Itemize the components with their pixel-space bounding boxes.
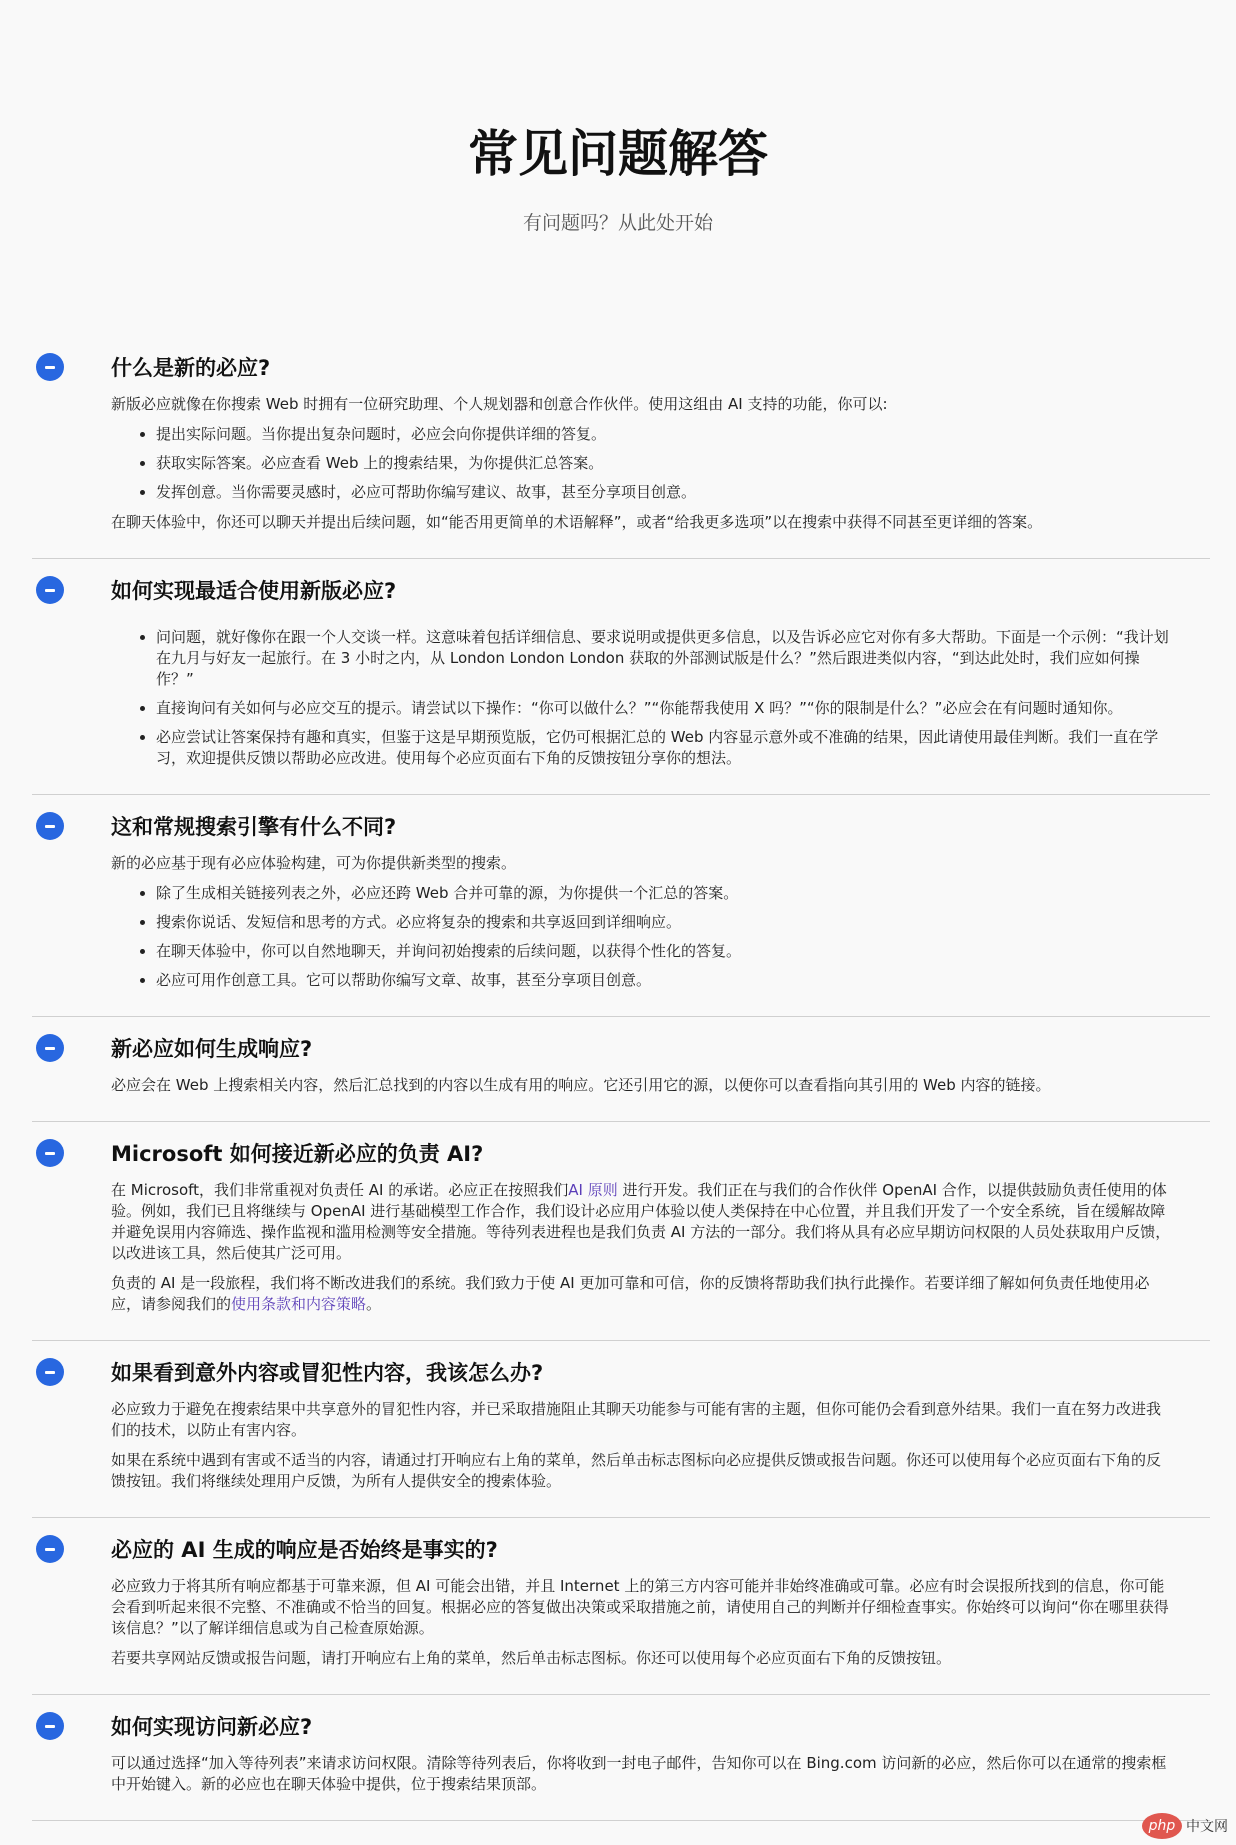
faq-item xyxy=(32,1122,1210,1341)
faq-item xyxy=(32,1341,1210,1518)
collapse-minus-icon[interactable] xyxy=(36,1712,64,1740)
collapse-minus-icon[interactable] xyxy=(36,812,64,840)
faq-item xyxy=(32,1695,1210,1821)
list-item: • 必应尝试让答案保持有趣和真实，但鉴于这是早期预览版，它仍可根据汇总的 Web 内容显示意外或不准确的结果，因此请使用最佳判断。我们一直在学习，欢迎提供反馈以帮助必应改进。使用每个必应页面右下角的反馈按钮分享你的想法。 xyxy=(156,727,1171,769)
list-item: • 除了生成相关链接列表之外，必应还跨 Web 合并可靠的源，为你提供一个汇总的答案。 xyxy=(156,883,1171,904)
terms-policy-link[interactable]: 使用条款和内容策略 xyxy=(231,1295,367,1313)
page-header xyxy=(0,0,1236,235)
watermark-text: 中文网 xyxy=(1186,1819,1228,1835)
faq-question[interactable] xyxy=(32,350,1210,384)
faq-question[interactable] xyxy=(32,809,1210,843)
answer-paragraph: 新版必应就像在你搜索 Web 时拥有一位研究助理、个人规划器和创意合作伙伴。使用这组由 AI 支持的功能，你可以: xyxy=(111,395,888,413)
answer-paragraph: 必应致力于避免在搜索结果中共享意外的冒犯性内容，并已采取措施阻止其聊天功能参与可能有害的主题，但你可能仍会看到意外结果。我们一直在努力改进我们的技术，以防止有害内容。 xyxy=(111,1400,1162,1439)
faq-question[interactable] xyxy=(32,1136,1210,1170)
php-logo: php xyxy=(1142,1813,1182,1839)
faq-answer xyxy=(111,853,1171,991)
faq-question[interactable] xyxy=(32,573,1210,607)
faq-item xyxy=(32,336,1210,559)
collapse-minus-icon[interactable] xyxy=(36,1034,64,1062)
watermark-logo xyxy=(1142,1813,1228,1839)
page-subtitle: 有问题吗？从此处开始 xyxy=(522,212,713,234)
faq-question-text: 什么是新的必应? xyxy=(111,356,271,380)
page-title: 常见问题解答 xyxy=(468,125,768,183)
collapse-minus-icon[interactable] xyxy=(36,1139,64,1167)
faq-answer xyxy=(111,627,1171,769)
ai-principles-link[interactable]: AI 原则 xyxy=(568,1181,618,1199)
faq-answer xyxy=(111,1075,1171,1096)
faq-answer xyxy=(111,394,1171,533)
text: 进行开发。我们正在与我们的合作伙伴 OpenAI 合作，以提供鼓励负责任使用的体验。例如，我们已且将继续与 OpenAI 进行基础模型工作合作，我们设计必应用户体验以使人类保持在中心位置，并且我们开发了一个安全系统，旨在缓解故障并避免误用内容筛选、操作监视和滥用检测等安全措施。等待列表进程也是我们负责 AI 方法的一部分。我们将从具有必应早期访问权限的人员处获取用户反馈，以改进该工具，然后使其广泛可用。 xyxy=(111,1181,1171,1262)
answer-paragraph xyxy=(111,1180,1171,1264)
list-item: • 发挥创意。当你需要灵感时，必应可帮助你编写建议、故事，甚至分享项目创意。 xyxy=(156,482,1171,503)
text: 。 xyxy=(366,1295,382,1313)
list-item: • 直接询问有关如何与必应交互的提示。请尝试以下操作：“你可以做什么？”“你能帮我使用 X 吗？”“你的限制是什么？”必应会在有问题时通知你。 xyxy=(156,698,1171,719)
list-item: • 搜索你说话、发短信和思考的方式。必应将复杂的搜索和共享返回到详细响应。 xyxy=(156,912,1171,933)
faq-question-text: 如何实现最适合使用新版必应? xyxy=(111,579,397,603)
answer-paragraph xyxy=(111,1273,1171,1315)
list-item: • 在聊天体验中，你可以自然地聊天，并询问初始搜索的后续问题，以获得个性化的答复。 xyxy=(156,941,1171,962)
text: 负责的 AI 是一段旅程，我们将不断改进我们的系统。我们致力于使 AI 更加可靠和可信，你的反馈将帮助我们执行此操作。若要详细了解如何负责任地使用必应，请参阅我们的 xyxy=(111,1274,1150,1313)
faq-question[interactable] xyxy=(32,1355,1210,1389)
faq-question[interactable] xyxy=(32,1709,1210,1743)
faq-question-text: 必应的 AI 生成的响应是否始终是事实的? xyxy=(111,1538,498,1562)
collapse-minus-icon[interactable] xyxy=(36,576,64,604)
faq-answer xyxy=(111,1753,1171,1795)
list-item: • 必应可用作创意工具。它可以帮助你编写文章、故事，甚至分享项目创意。 xyxy=(156,970,1171,991)
faq-question-text: Microsoft 如何接近新必应的负责 AI? xyxy=(111,1142,484,1166)
list-item: • 提出实际问题。当你提出复杂问题时，必应会向你提供详细的答复。 xyxy=(156,424,1171,445)
faq-answer xyxy=(111,1576,1171,1669)
faq-answer xyxy=(111,1399,1171,1492)
faq-list xyxy=(32,336,1210,1821)
collapse-minus-icon[interactable] xyxy=(36,1358,64,1386)
answer-paragraph: 必应会在 Web 上搜索相关内容，然后汇总找到的内容以生成有用的响应。它还引用它的源，以便你可以查看指向其引用的 Web 内容的链接。 xyxy=(111,1076,1051,1094)
collapse-minus-icon[interactable] xyxy=(36,353,64,381)
text: 在 Microsoft，我们非常重视对负责任 AI 的承诺。必应正在按照我们 xyxy=(111,1181,569,1199)
answer-paragraph: 必应致力于将其所有响应都基于可靠来源，但 AI 可能会出错，并且 Internet 上的第三方内容可能并非始终准确或可靠。必应有时会误报所找到的信息，你可能会看到听起来很不完整、不准确或不恰当的回复。根据必应的答复做出决策或采取措施之前，请使用自己的判断并仔细检查事实。你始终可以询问“你在哪里获得该信息？”以了解详细信息或为自己检查原始源。 xyxy=(111,1577,1169,1637)
faq-item xyxy=(32,795,1210,1017)
faq-question-text: 新必应如何生成响应? xyxy=(111,1037,313,1061)
faq-item xyxy=(32,559,1210,795)
answer-paragraph: 在聊天体验中，你还可以聊天并提出后续问题，如“能否用更简单的术语解释”，或者“给我更多选项”以在搜索中获得不同甚至更详细的答案。 xyxy=(111,513,1043,531)
faq-item xyxy=(32,1017,1210,1122)
faq-question-text: 如何实现访问新必应? xyxy=(111,1715,313,1739)
answer-paragraph: 若要共享网站反馈或报告问题，请打开响应右上角的菜单，然后单击标志图标。你还可以使用每个必应页面右下角的反馈按钮。 xyxy=(111,1649,952,1667)
answer-paragraph: 如果在系统中遇到有害或不适当的内容，请通过打开响应右上角的菜单，然后单击标志图标向必应提供反馈或报告问题。你还可以使用每个必应页面右下角的反馈按钮。我们将继续处理用户反馈，为所有人提供安全的搜索体验。 xyxy=(111,1451,1162,1490)
collapse-minus-icon[interactable] xyxy=(36,1535,64,1563)
faq-question-text: 这和常规搜索引擎有什么不同? xyxy=(111,815,397,839)
faq-item xyxy=(32,1518,1210,1695)
answer-paragraph: 可以通过选择“加入等待列表”来请求访问权限。清除等待列表后，你将收到一封电子邮件，告知你可以在 Bing.com 访问新的必应，然后你可以在通常的搜索框中开始键入。新的必应也在聊天体验中提供，位于搜索结果顶部。 xyxy=(111,1754,1167,1793)
answer-paragraph: 新的必应基于现有必应体验构建，可为你提供新类型的搜索。 xyxy=(111,854,517,872)
faq-question[interactable] xyxy=(32,1532,1210,1566)
faq-question[interactable] xyxy=(32,1031,1210,1065)
faq-answer xyxy=(111,1180,1171,1315)
list-item: • 获取实际答案。必应查看 Web 上的搜索结果，为你提供汇总答案。 xyxy=(156,453,1171,474)
list-item: • 问问题，就好像你在跟一个人交谈一样。这意味着包括详细信息、要求说明或提供更多信息，以及告诉必应它对你有多大帮助。下面是一个示例：“我计划在九月与好友一起旅行。在 3 小时之内，从 London London London 获取的外部测试版是什么？”然后跟进类似内容，“到达此处时，我们应如何操作？” xyxy=(156,627,1171,690)
faq-question-text: 如果看到意外内容或冒犯性内容，我该怎么办? xyxy=(111,1361,544,1385)
